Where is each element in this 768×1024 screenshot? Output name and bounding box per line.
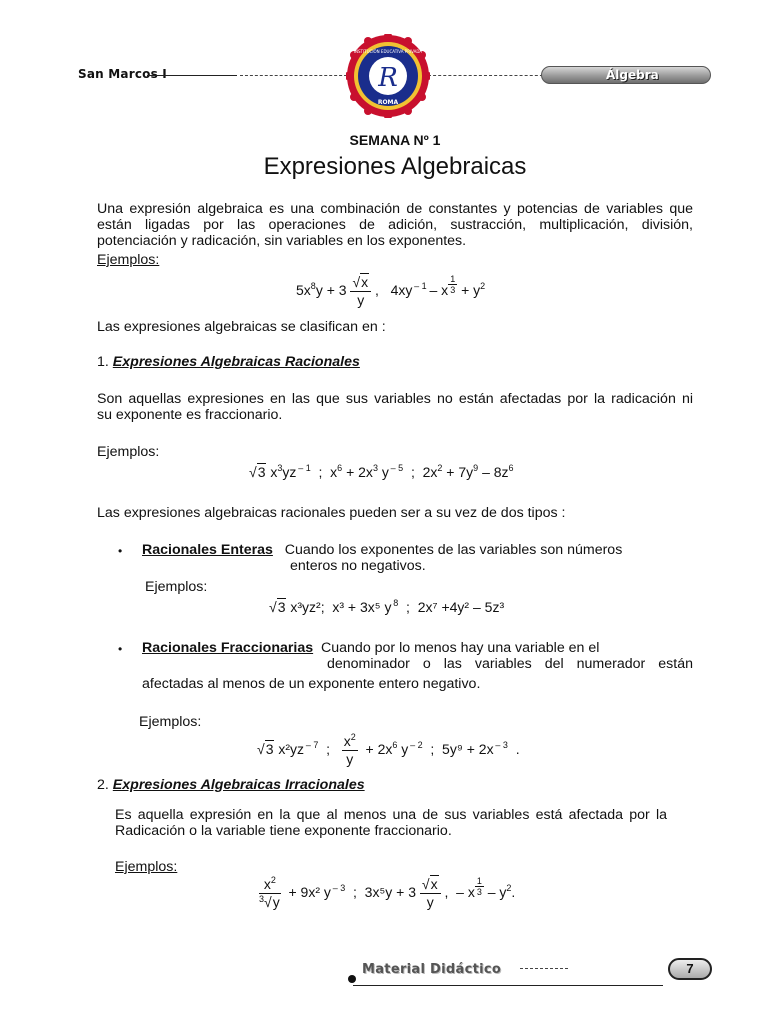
section-1-desc-1: Son aquellas expresiones en las que sus variables no están afectadas por la radicación ni	[97, 391, 693, 407]
section-2-title: Expresiones Algebraicas Irracionales	[112, 777, 365, 793]
page-title: Expresiones Algebraicas	[263, 153, 527, 180]
enteras-definition	[142, 542, 622, 559]
section-2-desc-2: Radicación o la variable tiene exponente fraccionario.	[115, 823, 452, 839]
header-dashed-rule	[240, 75, 352, 76]
fraccionarias-example-formula: √3 x²yz $^{- 7}$ ; $\frac{x^2}{y}$ + $2x^6$ y $^{- 2}$ ; 5y⁹ + 2x $^{- 3}$ .	[257, 732, 520, 767]
intro-line-2: están ligadas por las operaciones de adición, sustracción, multiplicación, división,	[97, 217, 693, 233]
intro-example-formula: $5x^8y + 3$ $\frac{√x}{y}$ , 4xy $^{- 1}$ – x $^{\frac{1}{3}}$ + $y^2$	[296, 274, 486, 308]
enteras-def-2: enteros no negativos.	[290, 558, 426, 574]
fraccionarias-def-3: afectadas al menos de un exponente entero negativo.	[142, 676, 481, 692]
fraccionarias-definition	[142, 640, 599, 657]
section-1-heading	[97, 354, 360, 371]
fraccionarias-def-2: denominador o las variables del numerador están	[327, 656, 693, 672]
footer-dashed-rule	[520, 968, 568, 969]
header-subject-tab	[541, 66, 711, 84]
section-2-number: 2.	[97, 777, 109, 793]
intro-line-3: potenciación y radicación, sin variables en los exponentes.	[97, 233, 467, 249]
footer-label: Material Didáctico	[362, 962, 502, 977]
week-label: SEMANA Nº 1	[349, 132, 441, 148]
enteras-examples-label: Ejemplos:	[145, 579, 208, 595]
fraccionarias-examples-label: Ejemplos:	[139, 714, 202, 730]
seal-monogram: R	[378, 63, 398, 93]
header-course-label: San Marcos I	[78, 67, 167, 81]
section-2-heading	[97, 777, 365, 794]
enteras-def-1: Cuando los exponentes de las variables son números	[284, 542, 623, 558]
section-1-examples-label: Ejemplos:	[97, 444, 160, 460]
fraccionarias-term: Racionales Fraccionarias	[142, 640, 314, 656]
section-1-desc-2: su exponente es fraccionario.	[97, 407, 283, 423]
section-1-example-formula: √3 $x^3yz$ $^{- 1}$ ; $x^6 + 2x^3$ y $^{- 5}$ ; $2x^2 + 7y^9 - 8z^6$	[249, 463, 514, 480]
section-1-title: Expresiones Algebraicas Racionales	[112, 354, 360, 370]
bullet-icon: •	[118, 544, 123, 558]
classification-intro: Las expresiones algebraicas se clasifican en :	[97, 319, 386, 335]
header-rule	[147, 75, 237, 76]
seal-bottom-text: ROMA	[377, 99, 399, 106]
section-1-types-intro: Las expresiones algebraicas racionales pueden ser a su vez de dos tipos :	[97, 505, 566, 521]
footer-dot	[348, 975, 356, 983]
enteras-term: Racionales Enteras	[142, 542, 273, 558]
header-subject-label: Álgebra	[606, 68, 659, 82]
header-dashed-rule-right	[428, 75, 548, 76]
page-number: 7	[668, 958, 712, 980]
enteras-example-formula: √3 x³yz²; x³ + 3x⁵ y $^8$ ; 2x⁷ +4y² – 5z³	[269, 598, 505, 615]
section-2-examples-label: Ejemplos:	[115, 859, 178, 875]
bullet-icon-2: •	[118, 642, 123, 656]
seal-ring-text: INSTITUCIÓN EDUCATIVA PRIVADA	[353, 49, 423, 54]
intro-examples-label: Ejemplos:	[97, 252, 160, 268]
footer-rule	[353, 985, 663, 986]
section-2-desc-1: Es aquella expresión en la que al menos una de sus variables está afectada por la	[115, 807, 667, 823]
intro-line-1: Una expresión algebraica es una combinación de constantes y potencias de variables que	[97, 201, 693, 217]
school-seal-icon	[346, 34, 430, 118]
section-1-number: 1.	[97, 354, 109, 370]
fraccionarias-def-1: Cuando por lo menos hay una variable en el	[321, 640, 600, 656]
section-2-example-formula: $\frac{x^2}{^3√y}$ + 9x² y $^{- 3}$ ; 3x⁵y + 3 $\frac{√x}{y}$ , – x $^{\frac{1}{3}}$ – $y^2$.	[259, 875, 516, 910]
